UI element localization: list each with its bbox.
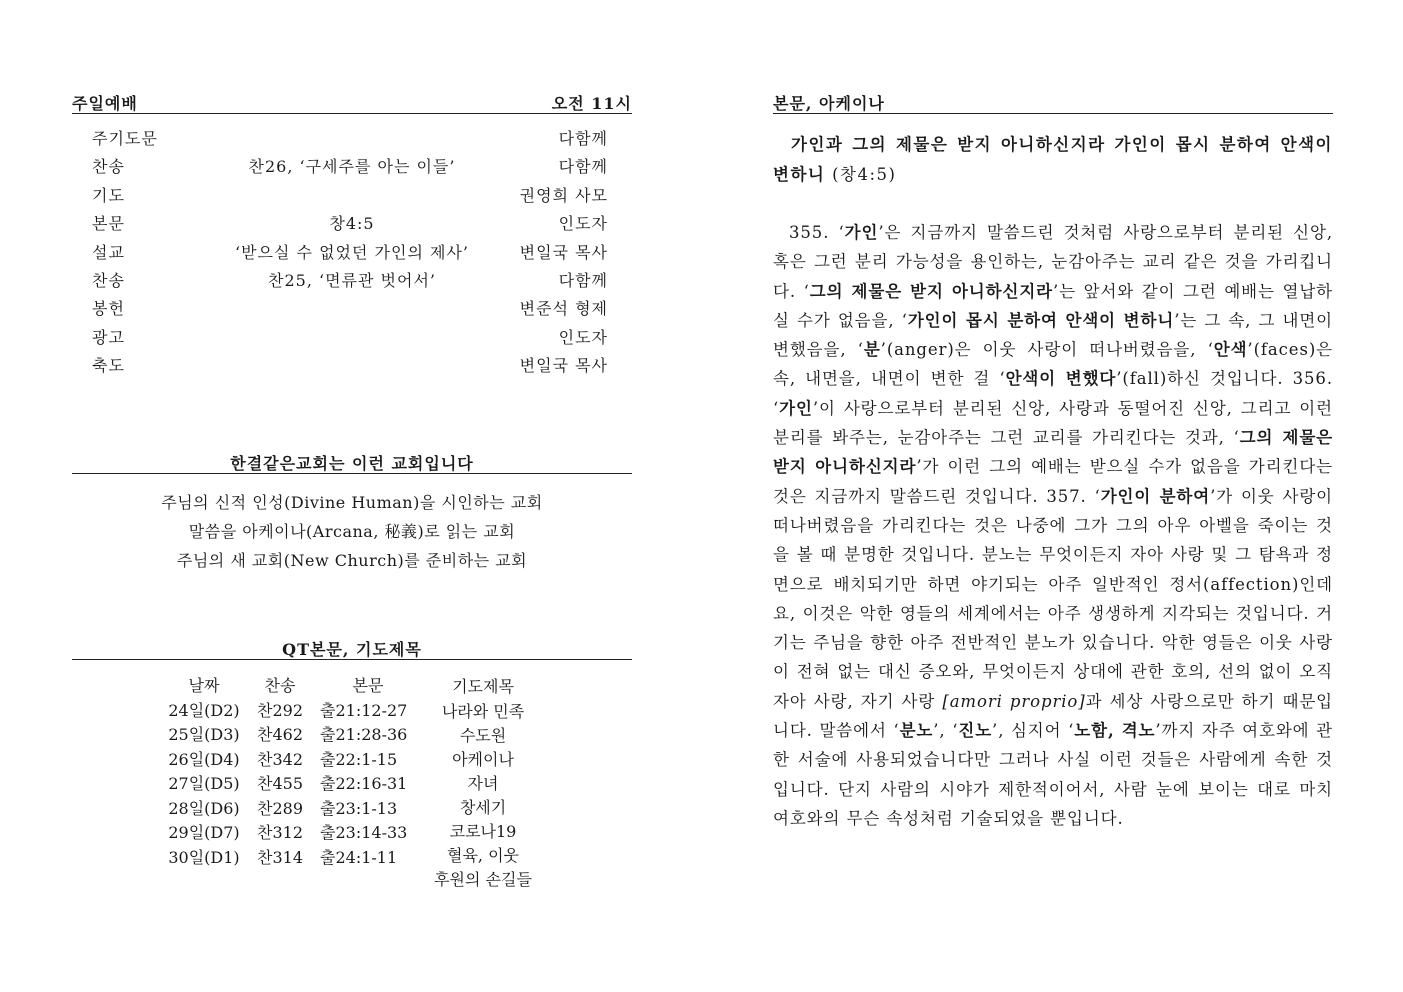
church-intro	[72, 454, 632, 575]
qt-prayer-header: 기도제목	[452, 677, 514, 696]
qt-prayer-cell: 수도원	[459, 726, 507, 745]
worship-order-list	[72, 125, 632, 381]
worship-person: 권영희 사모	[519, 185, 608, 205]
body-segment: ’, ‘	[933, 721, 959, 741]
qt-prayer-column	[422, 674, 544, 892]
worship-row	[72, 239, 632, 267]
qt-section	[72, 640, 632, 904]
worship-row	[72, 324, 632, 352]
qt-table	[72, 674, 632, 904]
worship-item: 본문	[92, 214, 125, 234]
qt-date-cell: 30일(D1)	[168, 847, 240, 867]
qt-text-cell: 출21:28-36	[320, 725, 408, 744]
right-page	[773, 94, 1333, 833]
qt-date-column	[164, 674, 244, 870]
worship-title: 주일예배	[72, 94, 138, 113]
body-segment: 355. ‘	[789, 223, 845, 242]
qt-date-header: 날짜	[188, 676, 220, 695]
qt-text-header: 본문	[352, 676, 384, 695]
qt-prayer-cell: 아케이나	[452, 750, 514, 769]
worship-row	[72, 295, 632, 323]
worship-content: 찬25, ‘면류관 벗어서’	[268, 270, 436, 290]
qt-date-cell: 26일(D4)	[168, 749, 240, 769]
left-page	[72, 94, 632, 889]
worship-item: 기도	[92, 185, 125, 205]
qt-date-cell: 24일(D2)	[168, 700, 240, 720]
worship-item: 설교	[92, 242, 125, 262]
qt-date-cell: 28일(D6)	[168, 798, 240, 818]
qt-hymn-column	[252, 674, 308, 870]
italic-text: [amori proprio]	[942, 691, 1086, 711]
emphasis-text: 안색이 변했다	[1005, 369, 1117, 389]
qt-hymn-cell: 찬342	[257, 749, 303, 769]
verse-text: 가인과 그의 제물은 받지 아니하신지라 가인이 몹시 분하여 안색이 변하니	[773, 135, 1333, 184]
qt-text-cell: 출21:12-27	[320, 700, 408, 720]
qt-hymn-cell: 찬314	[257, 847, 303, 867]
worship-row	[72, 182, 632, 210]
qt-hymn-cell: 찬455	[257, 774, 303, 793]
qt-hymn-cell: 찬312	[257, 823, 303, 842]
church-line: 말씀을 아케이나(Arcana, 秘義)로 읽는 교회	[188, 522, 516, 541]
church-line: 주님의 새 교회(New Church)를 준비하는 교회	[176, 551, 528, 570]
worship-row	[72, 267, 632, 295]
qt-date-cell: 25일(D3)	[168, 725, 240, 744]
emphasis-text: 노함, 격노	[1074, 721, 1156, 741]
worship-person: 인도자	[558, 214, 608, 234]
worship-person: 다함께	[558, 270, 608, 290]
qt-prayer-cell: 창세기	[459, 798, 507, 817]
qt-hymn-header: 찬송	[264, 676, 296, 695]
qt-prayer-cell: 자녀	[467, 774, 499, 793]
qt-hymn-cell: 찬462	[257, 725, 303, 744]
worship-content: 찬26, ‘구세주를 아는 이들’	[248, 157, 456, 177]
qt-text-cell: 출22:1-15	[320, 749, 398, 769]
emphasis-text: 그의 제물은 받지 아니하신지라	[773, 428, 1333, 477]
scripture-verse	[773, 130, 1333, 190]
worship-row	[72, 125, 632, 153]
worship-person: 다함께	[558, 129, 608, 148]
worship-person: 변준석 형제	[519, 299, 608, 319]
body-segment: ’는 앞서와 같이 그런 예배는 열납하실 수가 없음을, ‘	[773, 281, 1333, 330]
qt-text-cell: 출23:14-33	[320, 823, 408, 842]
emphasis-text: 분	[863, 340, 881, 360]
body-segment: ’(anger)은 이웃 사랑이 떠나버렸음을, ‘	[880, 340, 1214, 360]
worship-item: 찬송	[92, 270, 125, 290]
worship-header	[72, 94, 632, 114]
emphasis-text: 분노	[899, 721, 934, 741]
body-segment: ’(fall)하신 것입니다. 356. ‘	[773, 369, 1333, 418]
worship-item: 봉헌	[92, 299, 125, 319]
qt-prayer-cell: 혈육, 이웃	[447, 846, 519, 865]
body-segment: ’가 이웃 사랑이 떠나버렸음을 가리킨다는 것은 나중에 그가 그의 아우 아벨을 죽이는 것을 볼 때 분명한 것입니다. 분노는 무엇이든지 자아 사랑 및 그 탐욕과 정면으로 배치되기만 하면 야기되는 아주 일반적인 정서(affection)인데요, 이것은 악한 영들의 세계에서는 아주 생생하게 지각되는 것입니다. 거기는 주님을 향한 아주 전반적인 분노가 있습니다. 악한 영들은 이웃 사랑이 전혀 없는 대신 증오와, 무엇이든지 상대에 관한 호의, 선의 없이 오직 자아 사랑, 자기 사랑	[773, 486, 1333, 711]
qt-hymn-cell: 찬289	[257, 798, 303, 818]
qt-text-column	[320, 674, 416, 870]
emphasis-text: 그의 제물은 받지 아니하신지라	[809, 281, 1054, 301]
qt-text-cell: 출23:1-13	[320, 798, 398, 818]
worship-time: 오전 11시	[551, 94, 632, 113]
worship-content: 창4:5	[329, 214, 375, 234]
worship-item: 주기도문	[92, 129, 158, 148]
verse-reference: (창4:5)	[825, 165, 897, 184]
qt-text-cell: 출24:1-11	[320, 847, 398, 867]
body-segment: ’은 지금까지 말씀드린 것처럼 사랑으로부터 분리된 신앙, 혹은 그런 분리 가능성을 용인하는, 눈감아주는 교리 같은 것을 가리킵니다. ‘	[773, 223, 1333, 301]
arcana-header: 본문, 아케이나	[773, 94, 1333, 114]
body-segment: ’, 심지어 ‘	[992, 721, 1075, 741]
emphasis-text: 진노	[958, 721, 993, 741]
body-segment: 과 세상 사랑으로만 하기 때문입니다. 말씀에서 ‘	[773, 691, 1333, 741]
worship-person: 변일국 목사	[519, 356, 608, 376]
emphasis-text: 가인이 분하여	[1100, 486, 1211, 506]
body-segment: ’(faces)은 속, 내면을, 내면이 변한 걸 ‘	[773, 340, 1333, 389]
qt-header: QT본문, 기도제목	[72, 640, 632, 660]
worship-person: 인도자	[558, 327, 608, 347]
church-header: 한결같은교회는 이런 교회입니다	[72, 454, 632, 474]
qt-prayer-cell: 나라와 민족	[441, 702, 525, 721]
qt-date-cell: 29일(D7)	[168, 823, 240, 842]
qt-prayer-cell: 후원의 손길들	[434, 870, 532, 889]
emphasis-text: 가인	[779, 398, 813, 418]
church-line: 주님의 신적 인성(Divine Human)을 시인하는 교회	[161, 493, 543, 512]
qt-hymn-cell: 찬292	[257, 700, 303, 720]
worship-row	[72, 352, 632, 380]
worship-item: 축도	[92, 356, 125, 376]
worship-item: 광고	[92, 327, 125, 347]
body-segment: ’가 이런 그의 예배는 받으실 수가 없음을 가리킨다는 것은 지금까지 말씀드린 것입니다. 357. ‘	[773, 457, 1333, 506]
qt-text-cell: 출22:16-31	[320, 774, 408, 793]
worship-item: 찬송	[92, 157, 125, 177]
worship-person: 다함께	[558, 157, 608, 177]
worship-person: 변일국 목사	[519, 242, 608, 262]
emphasis-text: 가인	[844, 223, 879, 242]
qt-date-cell: 27일(D5)	[168, 774, 240, 793]
body-segment: ’까지 자주 여호와에 관한 서술에 사용되었습니다만 그러나 사실 이런 것들은 사람에게 속한 것입니다. 단지 사람의 시야가 제한적이어서, 사람 눈에 보이는 대로 마치 여호와의 무슨 속성처럼 기술되었을 뿐입니다.	[773, 721, 1333, 828]
commentary-text	[773, 218, 1333, 833]
worship-content: ‘받으실 수 없었던 가인의 제사’	[235, 242, 469, 262]
emphasis-text: 안색	[1213, 340, 1248, 360]
worship-row	[72, 210, 632, 238]
qt-prayer-cell: 코로나19	[449, 822, 517, 841]
church-lines	[72, 488, 632, 575]
body-segment: ’이 사랑으로부터 분리된 신앙, 사랑과 동떨어진 신앙, 그리고 이런 분리를 봐주는, 눈감아주는 그런 교리를 가리킨다는 것과, ‘	[773, 398, 1333, 448]
worship-row	[72, 153, 632, 181]
emphasis-text: 가인이 몹시 분하여 안색이 변하니	[907, 310, 1175, 330]
body-segment: ’는 그 속, 그 내면이 변했음을, ‘	[773, 310, 1334, 360]
